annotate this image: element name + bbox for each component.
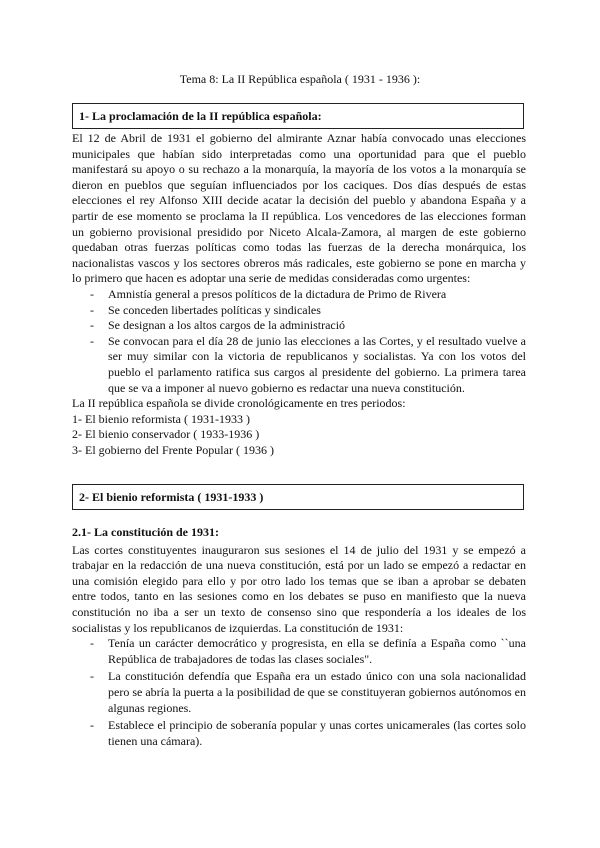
constitution-points-list [72,636,526,749]
list-item: - Se convocan para el día 28 de junio las elecciones a las Cortes, y el resultado vuelve a ser muy similar con la victoria de republicanos y socialistas. Ya con los votos del pueblo el parlamento ratifica sus cargos al presidente del gobierno. La primera tarea que se va a imponer al nuevo gobierno es redactar una nueva constitución. [72,334,526,396]
periods-intro: La II república española se divide cronológicamente en tres periodos: [72,396,406,411]
list-item: - Amnistía general a presos políticos de la dictadura de Primo de Rivera [72,287,526,303]
list-item: - Se designan a los altos cargos de la administració [72,318,526,334]
period-item: 2- El bienio conservador ( 1933-1936 ) [72,427,260,442]
document-title: Tema 8: La II República española ( 1931 - 1936 ): [179,72,421,86]
period-item: 1- El bienio reformista ( 1931-1933 ) [72,411,250,426]
measures-list [72,287,526,396]
period-item: 3- El gobierno del Frente Popular ( 1936 ) [72,442,274,457]
list-item: - Tenía un carácter democrático y progresista, en ella se definía a España como ``una República de trabajadores de todas las clases sociales". [72,636,526,667]
section-heading-bienio: 2- El bienio reformista ( 1931-1933 ) [72,484,524,510]
section-heading-proclamation: 1- La proclamación de la II república española: [72,103,524,129]
section-constitution [72,525,526,751]
list-item: - La constitución defendía que España era un estado único con una sola nacionalidad pero se abría la puerta a la posibilidad de que se constituyeran gobiernos autónomos en algunas regiones. [72,669,526,716]
proclamation-paragraph: El 12 de Abril de 1931 el gobierno del almirante Aznar había convocado unas elecciones municipales que habían sido interpretadas como una oportunidad para que el pueblo manifestará su apoyo o su rechazo a la monarquía, la mayoría de los votos a la monarquía se dieron en pueblos que seguían influenciados por los caciques. Dos días después de estas elecciones el rey Alfonso XIII decide acatar la decisión del pueblo y abandona España y a partir de ese momento se proclama la II república. Los vencedores de las elecciones forman un gobierno provisional presidido por Niceto Alcala-Zamora, al margen de este gobierno quedaban otras fuerzas políticas como todas las fuerzas de la derecha monárquica, los nacionalistas vascos y los sectores obreros más radicales, este gobierno se pone en marcha y lo primero que hacen es adoptar una serie de medidas consideradas como urgentes: [72,131,526,286]
section-proclamation [72,131,526,458]
list-item: - Establece el principio de soberanía popular y unas cortes unicamerales (las cortes solo tienen una cámara). [72,718,526,749]
list-item: - Se conceden libertades políticas y sindicales [72,303,526,319]
constitution-paragraph: Las cortes constituyentes inauguraron sus sesiones el 14 de julio del 1931 y se empezó a trabajar en la redacción de una nueva constitución, está por un lado se empezó a redactar en una comisión elegido para ello y por otro lado los temas que se iban a aprobar se debaten entre todos, tanto en las sesiones como en los debates se puso en manifiesto que la nueva constitución no iba a ser un texto de consenso sino que respondería a los ideales de los socialistas y los republicanos de izquierdas. La constitución de 1931: [72,542,526,635]
subsection-heading: 2.1- La constitución de 1931: [72,525,219,539]
